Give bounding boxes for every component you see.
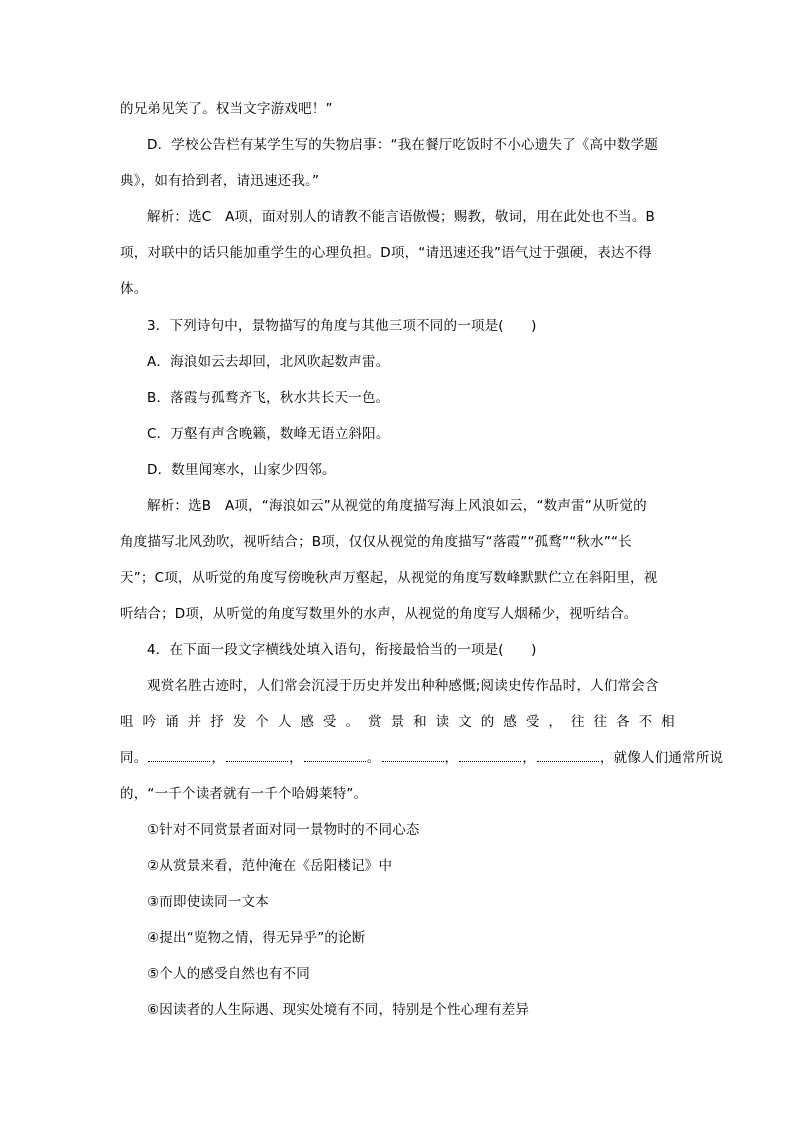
char: 并: [187, 714, 202, 730]
char: 景: [390, 714, 405, 730]
q4-item-4: ④提出“览物之情，得无异乎”的论断: [147, 930, 366, 946]
blank-3: [304, 749, 366, 762]
q4-item-6: ⑥因读者的人生际遇、现实处境有不同，特别是个性心理有差异: [147, 1002, 530, 1018]
prev-analysis-line2: 项，对联中的话只能加重学生的心理负担。D项，“请迅速还我”语气过于强硬，表达不得: [120, 245, 652, 261]
q3-analysis-line4: 听结合；D项，从听觉的角度写数里外的水声，从视觉的角度写人烟稀少，视听结合。: [120, 606, 638, 622]
char: 各: [616, 714, 630, 730]
q4-item-3: ③而即使读同一文本: [147, 894, 269, 910]
blank-6: [537, 749, 599, 762]
prev-question-tail: 的兄弟见笑了。权当文字游戏吧！”: [120, 101, 333, 117]
prev-option-d-line2: 典》，如有拾到者，请迅速还我。”: [120, 173, 320, 189]
blank-5: [459, 749, 521, 762]
char: 抒: [210, 714, 224, 730]
prev-option-d-line1: D．学校公告栏有某学生写的失物启事：“我在餐厅吃饭时不小心遗失了《高中数学题: [147, 137, 658, 153]
q4-passage-line1: 观赏名胜古迹时，人们常会沉浸于历史并发出种种感慨;阅读史传作品时，人们常会含: [147, 678, 659, 694]
blank-2: [226, 749, 288, 762]
separator: ，: [211, 750, 226, 766]
q3-option-c: C．万壑有声含晚籁，数峰无语立斜阳。: [147, 426, 390, 442]
q4-item-1: ①针对不同赏景者面对同一景物时的不同心态: [147, 822, 420, 838]
q4-item-2: ②从赏景来看，范仲淹在《岳阳楼记》中: [147, 858, 393, 874]
q4-passage-line2: [120, 713, 675, 731]
q3-option-b: B．落霞与孤鹜齐飞，秋水共长天一色。: [147, 390, 390, 406]
prev-analysis-line1: 解析：选C A项，面对别人的请教不能言语傲慢；赐教，敬词，用在此处也不当。B: [147, 209, 656, 225]
char: 往: [593, 714, 608, 730]
char: 个: [255, 714, 269, 730]
char: 吟: [142, 714, 157, 730]
char: 发: [232, 714, 247, 730]
char: 受: [525, 714, 540, 730]
q3-analysis-line1: 解析：选B A项，“海浪如云”从视觉的角度描写海上风浪如云，“数声雷”从听觉的: [147, 498, 647, 514]
separator: ，: [522, 750, 536, 766]
char: 咀: [120, 714, 134, 730]
q3-analysis-line3: 天”；C项，从听觉的角度写傍晚秋声万壑起，从视觉的角度写数峰默默伫立在斜阳里，视: [120, 570, 658, 586]
char: 文: [458, 714, 472, 730]
char: ，: [548, 714, 563, 730]
passage-text: ，就像人们通常所说: [599, 750, 724, 766]
q4-item-5: ⑤个人的感受自然也有不同: [147, 966, 311, 982]
char: 人: [277, 714, 292, 730]
char: 和: [413, 714, 427, 730]
char: 的: [480, 714, 495, 730]
q4-stem: 4．在下面一段文字横线处填入语句，衔接最恰当的一项是( ): [147, 642, 537, 658]
passage-text: 同。: [120, 750, 148, 766]
blank-1: [148, 749, 210, 762]
prev-analysis-line3: 体。: [120, 281, 148, 297]
char: 感: [300, 714, 315, 730]
q3-option-d: D．数里闻寒水，山家少四邻。: [147, 462, 336, 478]
char: 感: [503, 714, 517, 730]
q4-passage-line3: [120, 749, 723, 767]
char: 不: [638, 714, 653, 730]
char: 。: [345, 714, 360, 730]
char: 读: [435, 714, 450, 730]
char: 诵: [165, 714, 179, 730]
char: 赏: [368, 714, 382, 730]
q3-option-a: A．海浪如云去却回，北风吹起数声雷。: [147, 354, 390, 370]
separator: 。: [366, 750, 381, 766]
char: 往: [570, 714, 585, 730]
q4-passage-line4: 的，“一千个读者就有一千个哈姆莱特”。: [120, 786, 368, 802]
q3-analysis-line2: 角度描写北风劲吹，视听结合；B项，仅仅从视觉的角度描写“落霞”“孤鹜”“秋水”“长: [120, 534, 632, 550]
char: 受: [322, 714, 337, 730]
blank-4: [382, 749, 444, 762]
separator: ，: [444, 750, 459, 766]
q3-stem: 3．下列诗句中，景物描写的角度与其他三项不同的一项是( ): [147, 318, 537, 334]
separator: ，: [289, 750, 303, 766]
char: 相: [661, 714, 675, 730]
